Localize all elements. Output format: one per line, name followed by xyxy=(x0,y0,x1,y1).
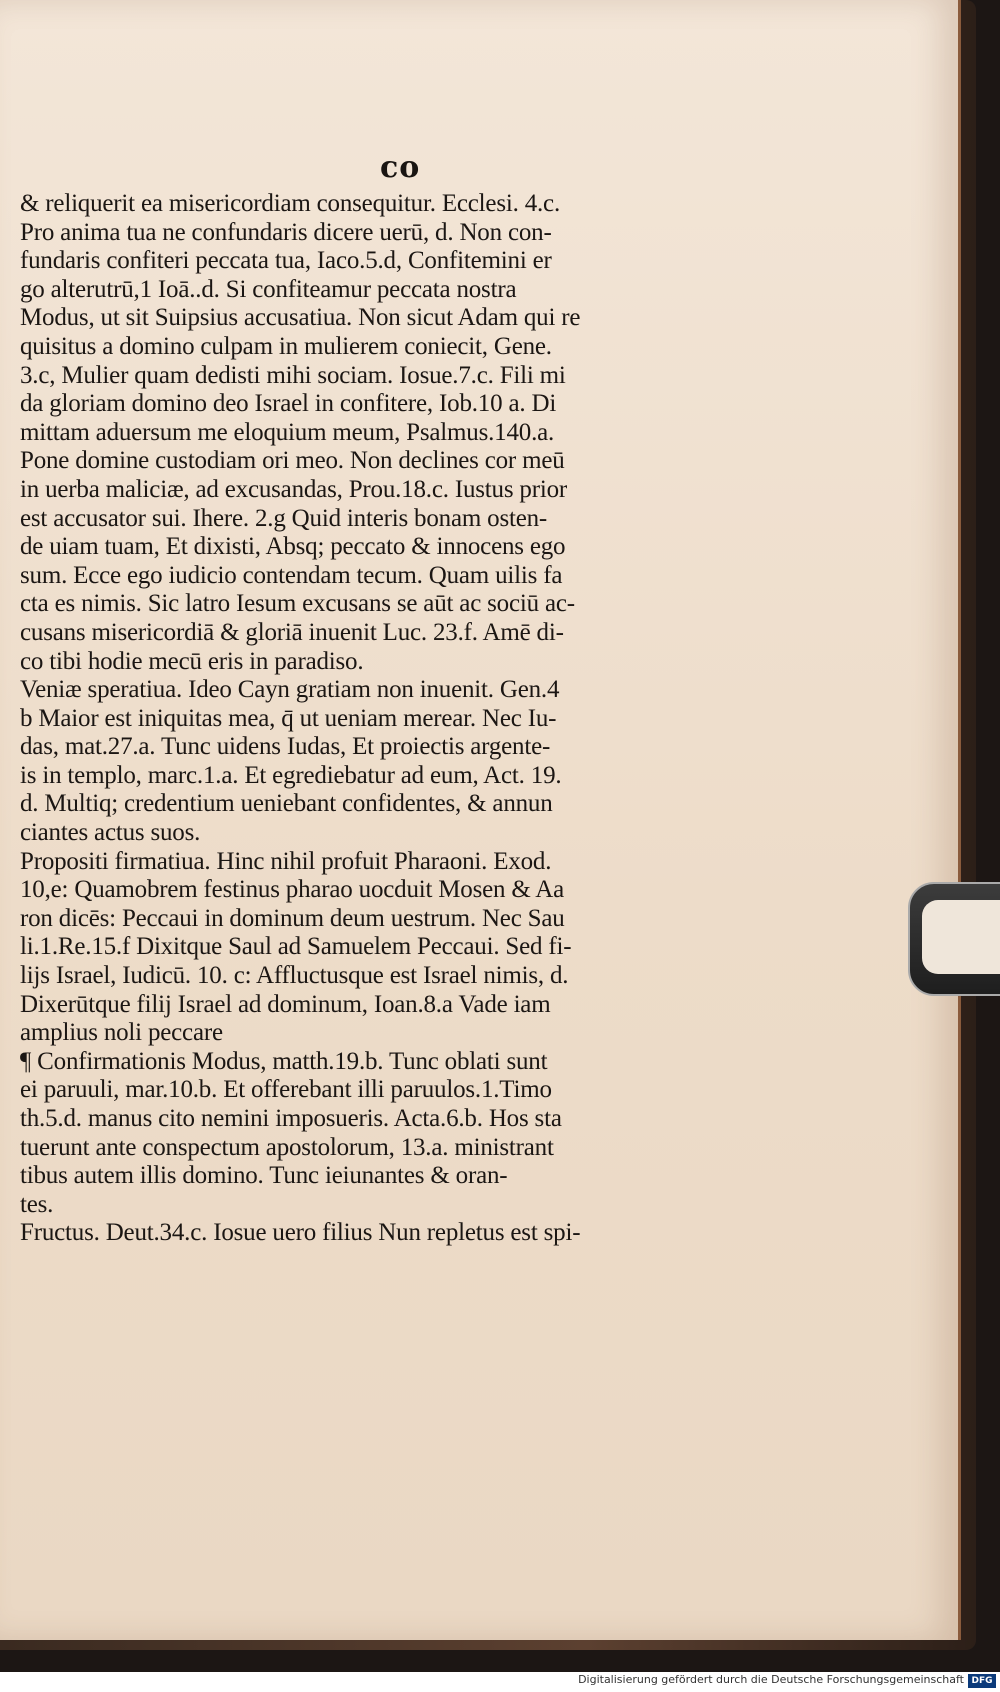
text-line: b Maior est iniquitas mea, q̄ ut ueniam merear. Nec Iu- xyxy=(20,704,557,732)
text-line: th.5.d. manus cito nemini imposueris. Acta.6.b. Hos sta xyxy=(20,1105,562,1132)
text-line: est accusator sui. Ihere. 2.g Quid interis bonam osten- xyxy=(20,504,548,532)
text-line: ron dicēs: Peccaui in dominum deum uestrum. Nec Sau xyxy=(20,904,565,932)
text-line: Veniæ speratiua. Ideo Cayn gratiam non inuenit. Gen.4 xyxy=(20,676,560,704)
text-line: 10,e: Quamobrem festinus pharao uocduit Mosen & Aa xyxy=(20,876,565,904)
text-line: de uiam tuam, Et dixisti, Absq; peccato & innocens ego xyxy=(20,533,566,561)
text-line: Pro anima tua ne confundaris dicere uerū, d. Non con- xyxy=(20,218,552,246)
text-line: Propositi firmatiua. Hinc nihil profuit Pharaoni. Exod. xyxy=(20,847,552,875)
page-header-catchword: co xyxy=(380,150,421,185)
text-line: Pone domine custodiam ori meo. Non declines cor meū xyxy=(20,447,565,475)
text-line: li.1.Re.15.f Dixitque Saul ad Samuelem Peccaui. Sed fi- xyxy=(20,933,572,961)
text-line: cta es nimis. Sic latro Iesum excusans se aūt ac sociū ac- xyxy=(20,590,575,618)
text-line: das, mat.27.a. Tunc uidens Iudas, Et proiectis argente- xyxy=(20,733,551,761)
text-line: d. Multiq; credentium ueniebant confidentes, & annun xyxy=(20,790,553,818)
text-line: fundaris confiteri peccata tua, Iaco.5.d, Confitemini er xyxy=(20,247,552,275)
text-line: amplius noli peccare xyxy=(20,1019,223,1047)
text-line: tuerunt ante conspectum apostolorum, 13.a. ministrant xyxy=(20,1133,554,1161)
funding-credit: Digitalisierung gefördert durch die Deutsche Forschungsgemeinschaft xyxy=(578,1673,964,1686)
text-line: da gloriam domino deo Israel in confitere, Iob.10 a. Di xyxy=(20,390,557,418)
text-line: Dixerūtque filij Israel ad dominum, Ioan.8.a Vade iam xyxy=(20,990,551,1018)
text-line: Fructus. Deut.34.c. Iosue uero filius Nun repletus est spi- xyxy=(20,1219,581,1247)
text-line: tes. xyxy=(20,1190,54,1218)
text-block xyxy=(20,190,800,1248)
text-line: & reliquerit ea misericordiam consequitur. Ecclesi. 4.c. xyxy=(20,190,560,217)
text-line: ¶ Confirmationis Modus, matth.19.b. Tunc oblati sunt xyxy=(20,1047,548,1075)
text-line: cusans misericordiā & gloriā inuenit Luc. 23.f. Amē di- xyxy=(20,618,564,646)
text-line: tibus autem illis domino. Tunc ieiunantes & oran- xyxy=(20,1162,508,1190)
dfg-logo: DFG xyxy=(968,1674,996,1688)
text-line: co tibi hodie mecū eris in paradiso. xyxy=(20,647,364,675)
text-line: go alterutrū,1 Ioā..d. Si confiteamur peccata nostra xyxy=(20,275,517,303)
text-line: sum. Ecce ego iudicio contendam tecum. Quam uilis fa xyxy=(20,561,563,589)
book-clasp-inner xyxy=(922,900,1000,974)
text-line: mittam aduersum me eloquium meum, Psalmus.140.a. xyxy=(20,418,555,446)
text-line: in uerba maliciæ, ad excusandas, Prou.18.c. Iustus prior xyxy=(20,475,568,503)
text-line: is in templo, marc.1.a. Et egrediebatur ad eum, Act. 19. xyxy=(20,761,562,789)
text-line: 3.c, Mulier quam dedisti mihi sociam. Iosue.7.c. Fili mi xyxy=(20,361,566,389)
text-line: Modus, ut sit Suipsius accusatiua. Non sicut Adam qui re xyxy=(20,304,581,332)
text-line: ei paruuli, mar.10.b. Et offerebant illi paruulos.1.Timo xyxy=(20,1076,552,1104)
text-line: lijs Israel, Iudicū. 10. c: Affluctusque est Israel nimis, d. xyxy=(20,962,569,990)
text-line: ciantes actus suos. xyxy=(20,819,201,847)
text-line: quisitus a domino culpam in mulierem coniecit, Gene. xyxy=(20,332,552,360)
